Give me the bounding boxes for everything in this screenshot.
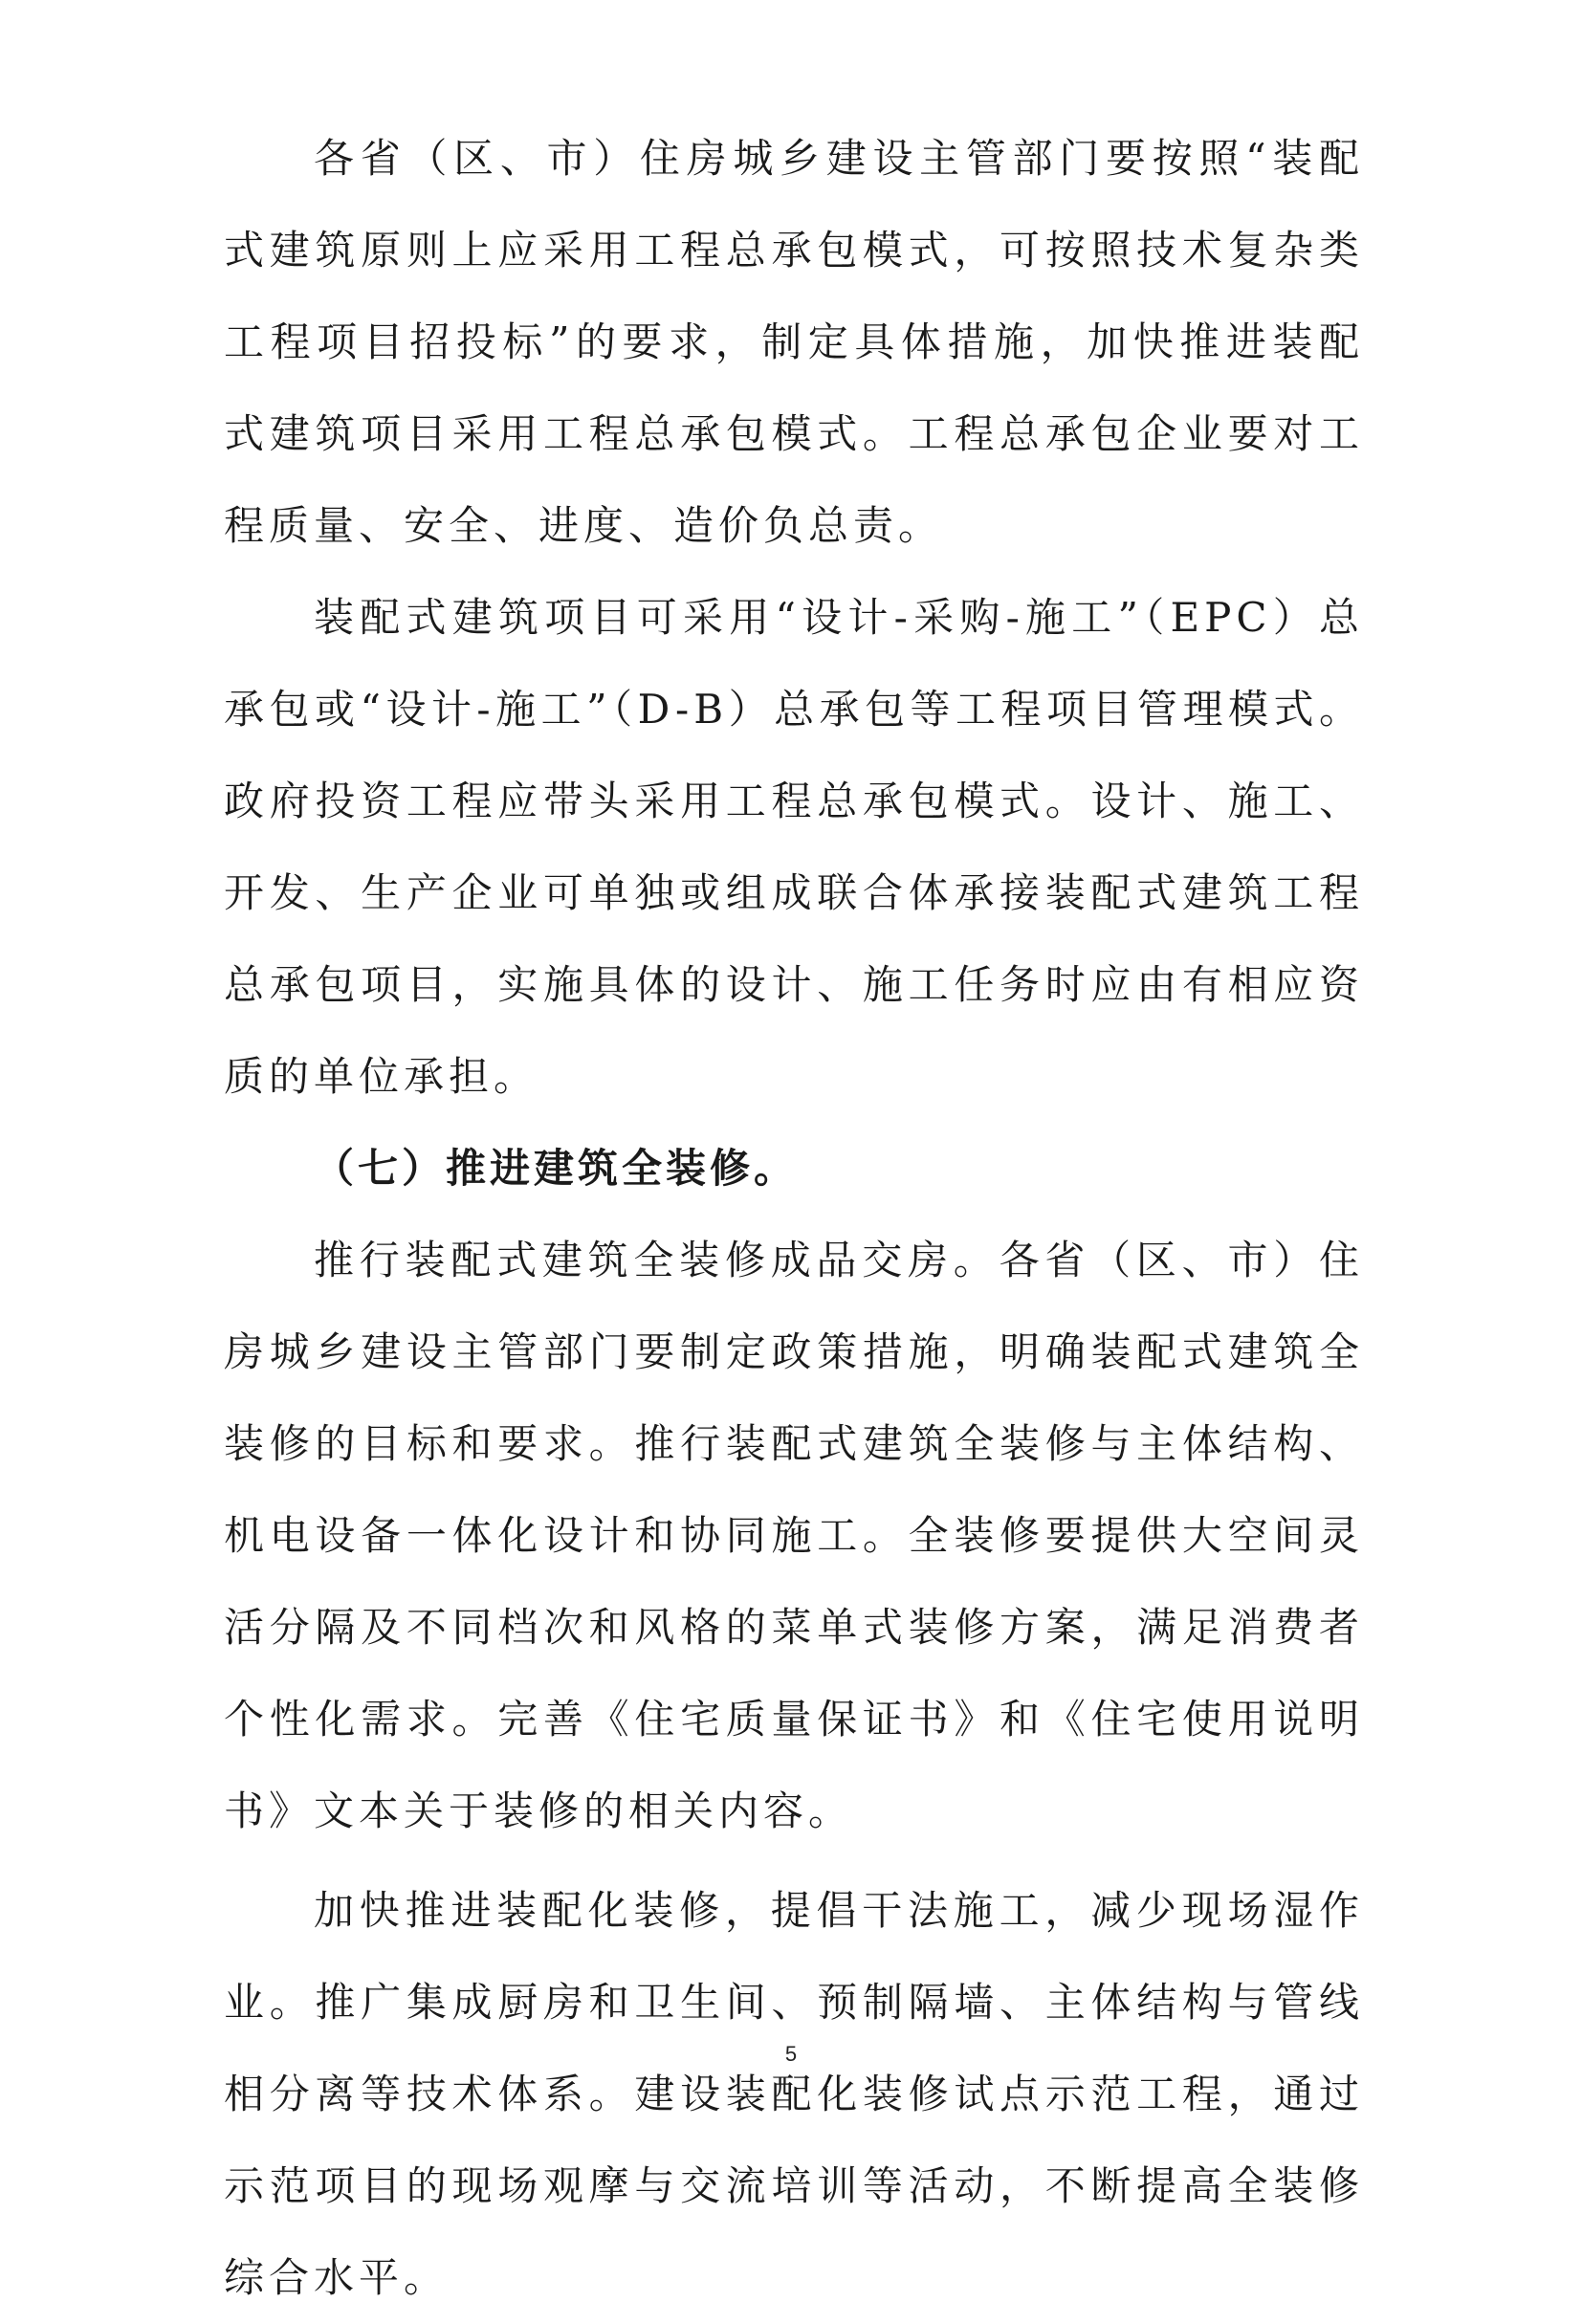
body-text	[224, 113, 1364, 2324]
paragraph-epc-requirement: 各省（区、市）住房城乡建设主管部门要按照“装配式建筑原则上应采用工程总承包模式，可按照技术复杂类工程项目招投标”的要求，制定具体措施，加快推进装配式建筑项目采用工程总承包模式。工程总承包企业要对工程质量、安全、进度、造价负总责。	[224, 135, 1364, 549]
paragraph-prefab-decoration: 加快推进装配化装修，提倡干法施工，减少现场湿作业。推广集成厨房和卫生间、预制隔墙、主体结构与管线相分离等技术体系。建设装配化装修试点示范工程，通过示范项目的现场观摩与交流培训等活动，不断提高全装修综合水平。	[224, 1887, 1364, 2301]
paragraph-full-decoration-delivery: 推行装配式建筑全装修成品交房。各省（区、市）住房城乡建设主管部门要制定政策措施，明确装配式建筑全装修的目标和要求。推行装配式建筑全装修与主体结构、机电设备一体化设计和协同施工。全装修要提供大空间灵活分隔及不同档次和风格的菜单式装修方案，满足消费者个性化需求。完善《住宅质量保证书》和《住宅使用说明书》文本关于装修的相关内容。	[224, 1237, 1364, 1834]
paragraph-project-management-modes: 装配式建筑项目可采用“设计-采购-施工”（EPC）总承包或“设计-施工”（D-B）总承包等工程项目管理模式。政府投资工程应带头采用工程总承包模式。设计、施工、开发、生产企业可单独或组成联合体承接装配式建筑工程总承包项目，实施具体的设计、施工任务时应由有相应资质的单位承担。	[224, 594, 1364, 1100]
page-number: 5	[784, 2042, 798, 2066]
section-heading-full-decoration: （七）推进建筑全装修。	[314, 1145, 799, 1192]
